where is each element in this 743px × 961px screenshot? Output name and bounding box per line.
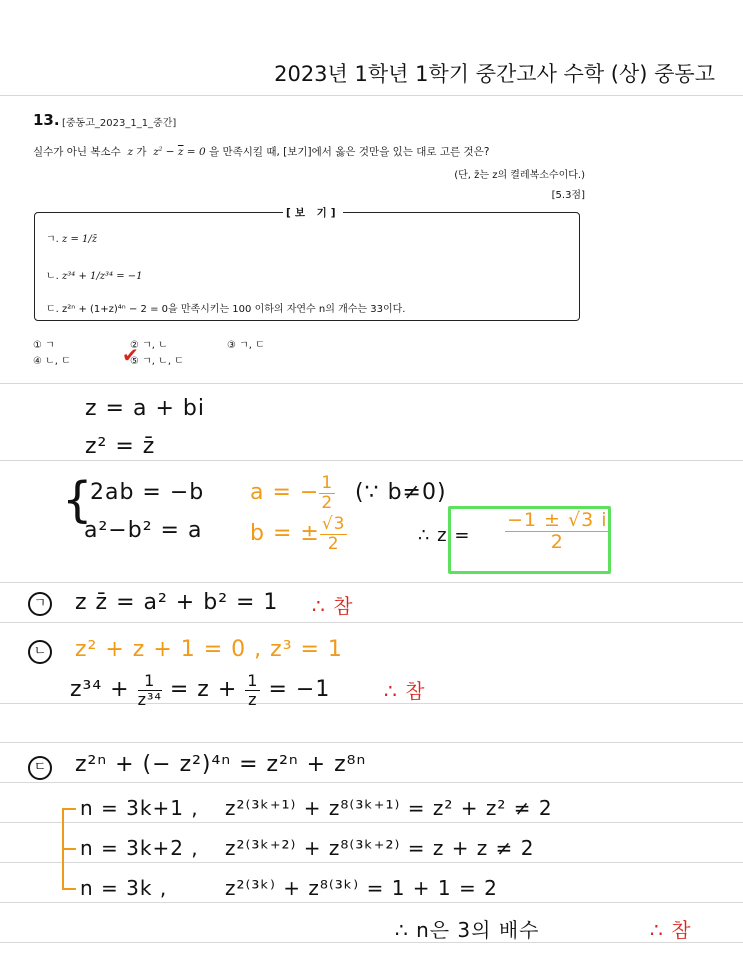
check-3-expr: z²ⁿ + (− z²)⁴ⁿ = z²ⁿ + z⁸ⁿ	[75, 752, 367, 777]
choice-5[interactable]: ⑤ ㄱ, ㄴ, ㄷ	[130, 356, 184, 367]
rule-line	[0, 95, 743, 96]
case-3-n: n = 3k ,	[80, 876, 168, 900]
question-points: [5.3점]	[551, 190, 585, 201]
choice-2[interactable]: ② ㄱ, ㄴ	[130, 340, 168, 351]
answer-highlight-box	[448, 506, 611, 574]
check-1-expr: z z̄ = a² + b² = 1	[75, 590, 279, 615]
b-value: b = ± $\frac{√3}{2}$	[250, 514, 346, 554]
rule-line	[0, 942, 743, 943]
choice-4[interactable]: ④ ㄴ, ㄷ	[33, 356, 71, 367]
b-condition: (∵ b≠0)	[355, 480, 447, 505]
choice-1[interactable]: ① ㄱ	[33, 340, 55, 351]
question-text-mid: 가	[136, 146, 147, 158]
question-text-suffix: 을 만족시킬 때, [보기]에서 옳은 것만을 있는 대로 고른 것은?	[208, 146, 490, 158]
check-3-result: ∴ 참	[650, 918, 692, 942]
rule-line	[0, 862, 743, 863]
question-number: 13.	[33, 111, 60, 129]
example-item-1: ㄱ. z = 1/z̄	[46, 234, 98, 245]
rule-line	[0, 460, 743, 461]
question-note: (단, z̄는 z의 켤레복소수이다.)	[454, 170, 585, 181]
solution-line-2: z² = z̄	[85, 434, 156, 459]
rule-line	[0, 622, 743, 623]
question-text-prefix: 실수가 아닌 복소수	[33, 146, 121, 158]
question-text: 실수가 아닌 복소수 z 가 $z^2 - \overline{z} = 0$ 을 만족시킬 때, [보기]에서 옳은 것만을 있는 대로 고른 것은?	[33, 146, 490, 158]
a-value: a = − $\frac{1}{2}$	[250, 473, 334, 513]
case-3-expr: z²⁽³ᵏ⁾ + z⁸⁽³ᵏ⁾ = 1 + 1 = 2	[225, 876, 498, 900]
check-2-expr: z³⁴ + $\frac{1}{\text{z³⁴}}$ = z + $\frac{1}{z}$ = −1	[70, 671, 331, 709]
rule-line	[0, 902, 743, 903]
check-mark-icon: ✔	[122, 343, 139, 367]
case-1-n: n = 3k+1 ,	[80, 796, 199, 820]
case-bracket-tick	[62, 808, 76, 810]
example-item-2: ㄴ. z³⁴ + 1/z³⁴ = −1	[46, 271, 143, 282]
therefore-z-label: ∴ z =	[418, 525, 471, 546]
page-title: 2023년 1학년 1학기 중간고사 수학 (상) 중동고	[274, 62, 715, 86]
case-bracket-tick	[62, 848, 76, 850]
example-box-title: [보 기]	[283, 205, 343, 220]
circle-label-3: ㄷ	[28, 756, 52, 780]
rule-line	[0, 742, 743, 743]
case-bracket-tick	[62, 888, 76, 890]
check-2-result: ∴ 참	[384, 679, 426, 703]
case-2-n: n = 3k+2 ,	[80, 836, 199, 860]
case-2-expr: z²⁽³ᵏ⁺²⁾ + z⁸⁽³ᵏ⁺²⁾ = z + z ≠ 2	[225, 836, 535, 860]
circle-label-1: ㄱ	[28, 592, 52, 616]
rule-line	[0, 782, 743, 783]
rule-line	[0, 822, 743, 823]
circle-label-2: ㄴ	[28, 640, 52, 664]
choice-3[interactable]: ③ ㄱ, ㄷ	[227, 340, 265, 351]
check-2-orange: z² + z + 1 = 0 , z³ = 1	[75, 637, 343, 662]
system-eq-1: 2ab = −b	[90, 480, 205, 505]
solution-line-1: z = a + bi	[85, 396, 205, 421]
brace-icon: {	[62, 472, 94, 528]
check-1-result: ∴ 참	[312, 594, 354, 618]
rule-line	[0, 582, 743, 583]
example-item-3: ㄷ. z²ⁿ + (1+z)⁴ⁿ − 2 = 0을 만족시키는 100 이하의 자연수 n의 개수는 33이다.	[46, 304, 406, 315]
system-eq-2: a²−b² = a	[84, 518, 203, 543]
question-tag: [중동고_2023_1_1_중간]	[62, 118, 177, 129]
rule-line	[0, 383, 743, 384]
conclusion-text: ∴ n은 3의 배수	[395, 918, 540, 942]
case-1-expr: z²⁽³ᵏ⁺¹⁾ + z⁸⁽³ᵏ⁺¹⁾ = z² + z² ≠ 2	[225, 796, 553, 820]
z-solution: $\frac{-1 \pm √3 i}{2}$	[507, 509, 608, 553]
